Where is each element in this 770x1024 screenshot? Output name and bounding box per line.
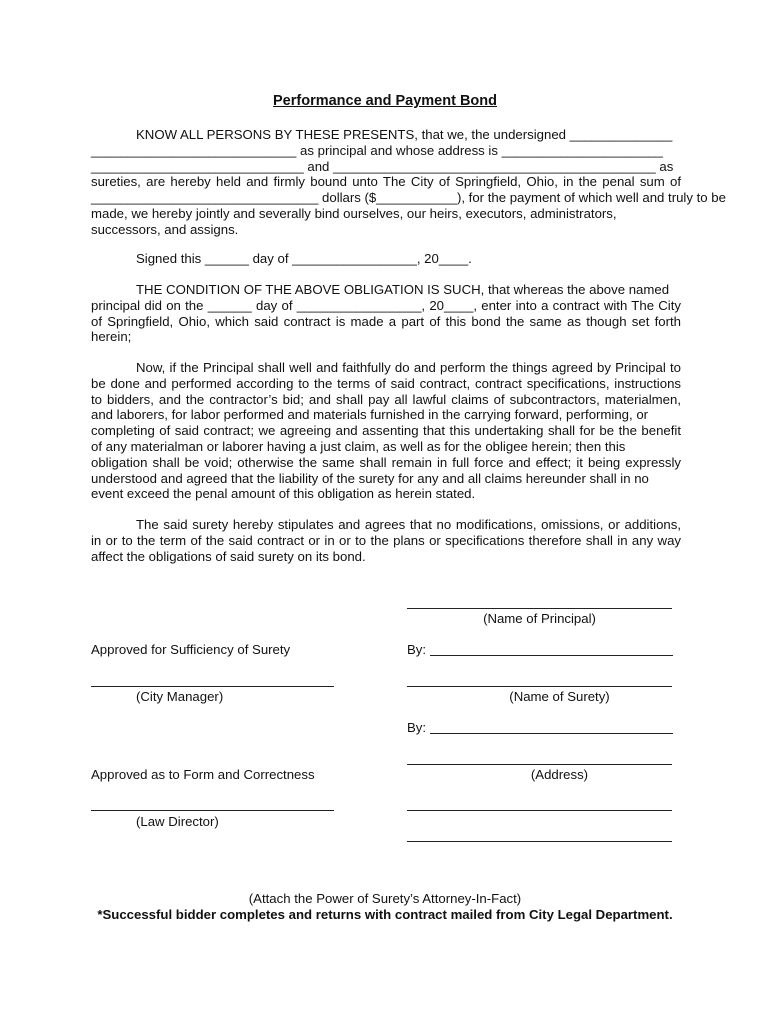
- now-if-paragraph: [91, 360, 681, 502]
- condition-paragraph: [91, 282, 681, 345]
- condition-line: of Springfield, Ohio, which said contract is made a part of this bond the same as though set forth: [91, 313, 681, 329]
- surety-line: affect the obligations of said surety on its bond.: [91, 548, 366, 564]
- now-if-line: completing of said contract; we agreeing and assenting that this undertaking shall for be the benefit: [91, 423, 681, 439]
- know-all-line: KNOW ALL PERSONS BY THESE PRESENTS, that we, the undersigned ______________: [136, 127, 673, 142]
- know-all-line: made, we hereby jointly and severally bind ourselves, our heirs, executors, administrators,: [91, 205, 617, 221]
- know-all-line: successors, and assigns.: [91, 221, 239, 237]
- now-if-line: Now, if the Principal shall well and faithfully do and perform the things agreed by Principal to: [136, 360, 681, 375]
- condition-line: herein;: [91, 329, 132, 345]
- surety-stipulates-paragraph: [91, 517, 681, 564]
- surety-name-line[interactable]: [407, 686, 672, 687]
- now-if-line: and laborers, for labor performed and materials furnished in the carrying forward, performing, or: [91, 407, 649, 423]
- approved-form-label: Approved as to Form and Correctness: [91, 767, 315, 782]
- approved-sufficiency-label: Approved for Sufficiency of Surety: [91, 642, 291, 657]
- know-all-line: ____________________________ as principal and whose address is ______________________: [91, 142, 663, 158]
- address-line-3[interactable]: [407, 841, 672, 842]
- address-line-2[interactable]: [407, 810, 672, 811]
- surety-by-line[interactable]: [430, 733, 673, 734]
- city-manager-label: (City Manager): [136, 689, 224, 704]
- now-if-line: obligation shall be void; otherwise the same shall remain in full force and effect; it being expressly: [91, 454, 681, 470]
- now-if-line: of any materialman or laborer having a just claim, as well as for the obligee herein; then this: [91, 438, 626, 454]
- principal-signature-line[interactable]: [407, 608, 672, 609]
- know-all-line: _____________________________ and ____________________________________________ as: [91, 158, 674, 174]
- city-manager-signature-line[interactable]: [91, 686, 334, 687]
- now-if-line: to bidders, and the contractor’s bid; and shall pay all lawful claims of subcontractors, materialmen,: [91, 391, 681, 407]
- know-all-paragraph: [91, 127, 726, 238]
- by-label: By:: [407, 720, 427, 735]
- signed-paragraph: [91, 251, 681, 267]
- surety-line: The said surety hereby stipulates and agrees that no modifications, omissions, or additions,: [136, 517, 681, 532]
- principal-by-line[interactable]: [430, 655, 673, 656]
- name-of-surety-label: (Name of Surety): [509, 689, 610, 704]
- surety-line: in or to the term of the said contract or in or to the plans or specifications therefore shall in any way: [91, 532, 681, 548]
- address-label: (Address): [530, 767, 589, 782]
- now-if-line: event exceed the penal amount of this obligation as herein stated.: [91, 486, 476, 502]
- name-of-principal-label: (Name of Principal): [483, 611, 596, 626]
- law-director-label: (Law Director): [136, 814, 219, 829]
- by-label: By:: [407, 642, 427, 657]
- condition-line: principal did on the ______ day of _________________, 20____, enter into a contract with The City: [91, 297, 681, 313]
- condition-line: THE CONDITION OF THE ABOVE OBLIGATION IS SUCH, that whereas the above named: [136, 282, 670, 297]
- submission-note: *Successful bidder completes and returns with contract mailed from City Legal Department.: [97, 907, 673, 922]
- address-line[interactable]: [407, 764, 672, 765]
- know-all-line: _______________________________ dollars ($___________), for the payment of which well and truly to be: [91, 190, 726, 206]
- now-if-line: understood and agreed that the liability of the surety for any and all claims hereunder shall in no: [91, 470, 649, 486]
- know-all-line: sureties, are hereby held and firmly bound unto The City of Springfield, Ohio, in the penal sum of: [91, 174, 681, 190]
- attach-note: (Attach the Power of Surety’s Attorney-In-Fact): [248, 891, 522, 906]
- now-if-line: be done and performed according to the terms of said contract, contract specifications, instructions: [91, 375, 681, 391]
- signed-line: Signed this ______ day of _________________, 20____.: [136, 251, 472, 266]
- document-title: Performance and Payment Bond: [273, 93, 497, 109]
- law-director-signature-line[interactable]: [91, 810, 334, 811]
